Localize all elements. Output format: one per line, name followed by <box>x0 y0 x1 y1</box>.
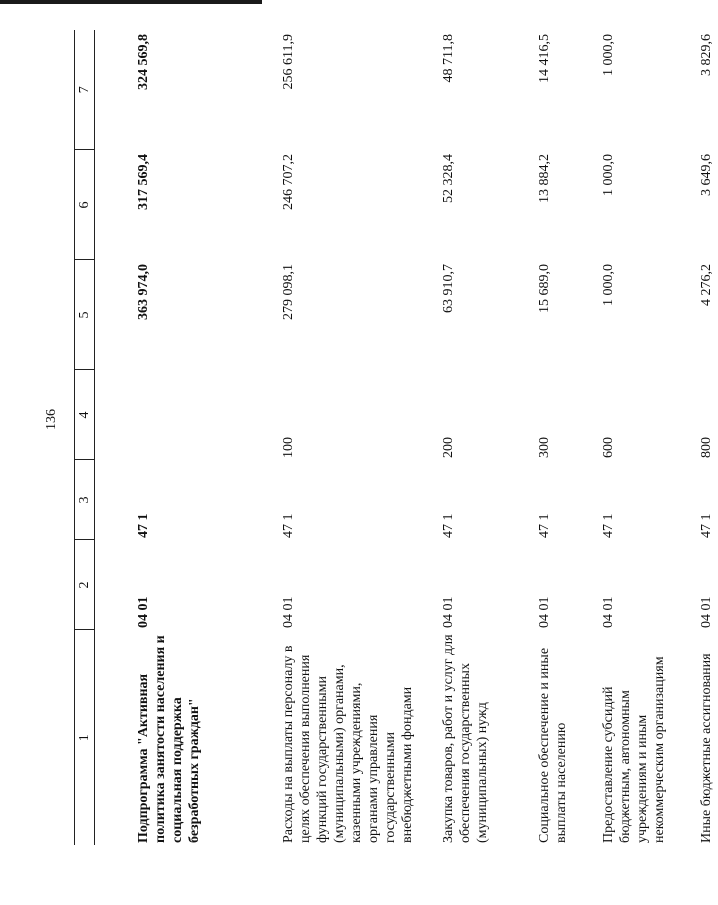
row-target-code: 47 1 <box>537 513 552 538</box>
row-expense-type: 800 <box>699 437 714 458</box>
row-value-7: 1 000,0 <box>601 34 616 76</box>
header-col-3: 3 <box>75 460 95 540</box>
row-value-6: 317 569,4 <box>136 154 151 210</box>
row-value-6: 52 328,4 <box>441 154 456 203</box>
header-col-7: 7 <box>75 30 95 150</box>
row-value-6: 3 649,6 <box>699 154 714 196</box>
budget-table-container <box>74 30 714 845</box>
row-section-code: 04 01 <box>537 596 552 628</box>
row-section-code: 04 01 <box>441 596 456 628</box>
row-expense-type: 600 <box>601 437 616 458</box>
table-row <box>574 30 670 845</box>
row-value-6: 13 884,2 <box>537 154 552 203</box>
header-col-1: 1 <box>75 630 95 845</box>
row-expense-type: 100 <box>281 437 296 458</box>
row-name: Расходы на выплаты персоналу в целях обеспечения выполнения функций государственными (муниципальными) органами, казенными учреждениями, органами управления государственными внебюджетными фондами <box>281 645 415 843</box>
table-row <box>670 30 718 845</box>
header-col-5: 5 <box>75 260 95 370</box>
row-value-7: 3 829,6 <box>699 34 714 76</box>
row-name: Предоставление субсидий бюджетным, автономным учреждениям и иным некоммерческим организациям <box>601 656 667 843</box>
row-value-6: 1 000,0 <box>601 154 616 196</box>
table-row <box>416 30 510 845</box>
row-expense-type: 200 <box>441 437 456 458</box>
header-col-4: 4 <box>75 370 95 460</box>
row-name: Иные бюджетные ассигнования <box>699 653 714 843</box>
row-name: Закупка товаров, работ и услуг для обеспечения государственных (муниципальных) нужд <box>441 634 490 843</box>
row-name: Социальное обеспечение и иные выплаты населению <box>537 647 569 843</box>
row-value-5: 4 276,2 <box>699 264 714 306</box>
row-expense-type <box>95 370 257 460</box>
table-row <box>256 30 416 845</box>
row-value-7: 256 611,9 <box>281 34 296 90</box>
row-section-code: 04 01 <box>601 596 616 628</box>
row-target-code: 47 1 <box>281 513 296 538</box>
header-row <box>75 30 95 845</box>
row-value-7: 14 416,5 <box>537 34 552 83</box>
row-target-code: 47 1 <box>136 513 151 538</box>
row-value-5: 363 974,0 <box>136 264 151 320</box>
table-row <box>510 30 574 845</box>
top-rule <box>0 0 262 4</box>
page-number: 136 <box>44 409 59 430</box>
row-name: Подпрограмма "Активная политика занятости населения и социальная поддержка безработных граждан" <box>136 635 202 843</box>
budget-table <box>74 30 718 845</box>
row-value-5: 1 000,0 <box>601 264 616 306</box>
row-target-code: 47 1 <box>441 513 456 538</box>
row-section-code: 04 01 <box>281 596 296 628</box>
row-value-5: 279 098,1 <box>281 264 296 320</box>
row-target-code: 47 1 <box>601 513 616 538</box>
row-target-code: 47 1 <box>699 513 714 538</box>
row-value-6: 246 707,2 <box>281 154 296 210</box>
row-section-code: 04 01 <box>699 596 714 628</box>
row-value-5: 15 689,0 <box>537 264 552 313</box>
row-value-7: 324 569,8 <box>136 34 151 90</box>
row-section-code: 04 01 <box>136 596 151 628</box>
header-col-2: 2 <box>75 540 95 630</box>
table-row <box>95 30 257 845</box>
row-value-7: 48 711,8 <box>441 34 456 83</box>
header-col-6: 6 <box>75 150 95 260</box>
row-value-5: 63 910,7 <box>441 264 456 313</box>
row-expense-type: 300 <box>537 437 552 458</box>
